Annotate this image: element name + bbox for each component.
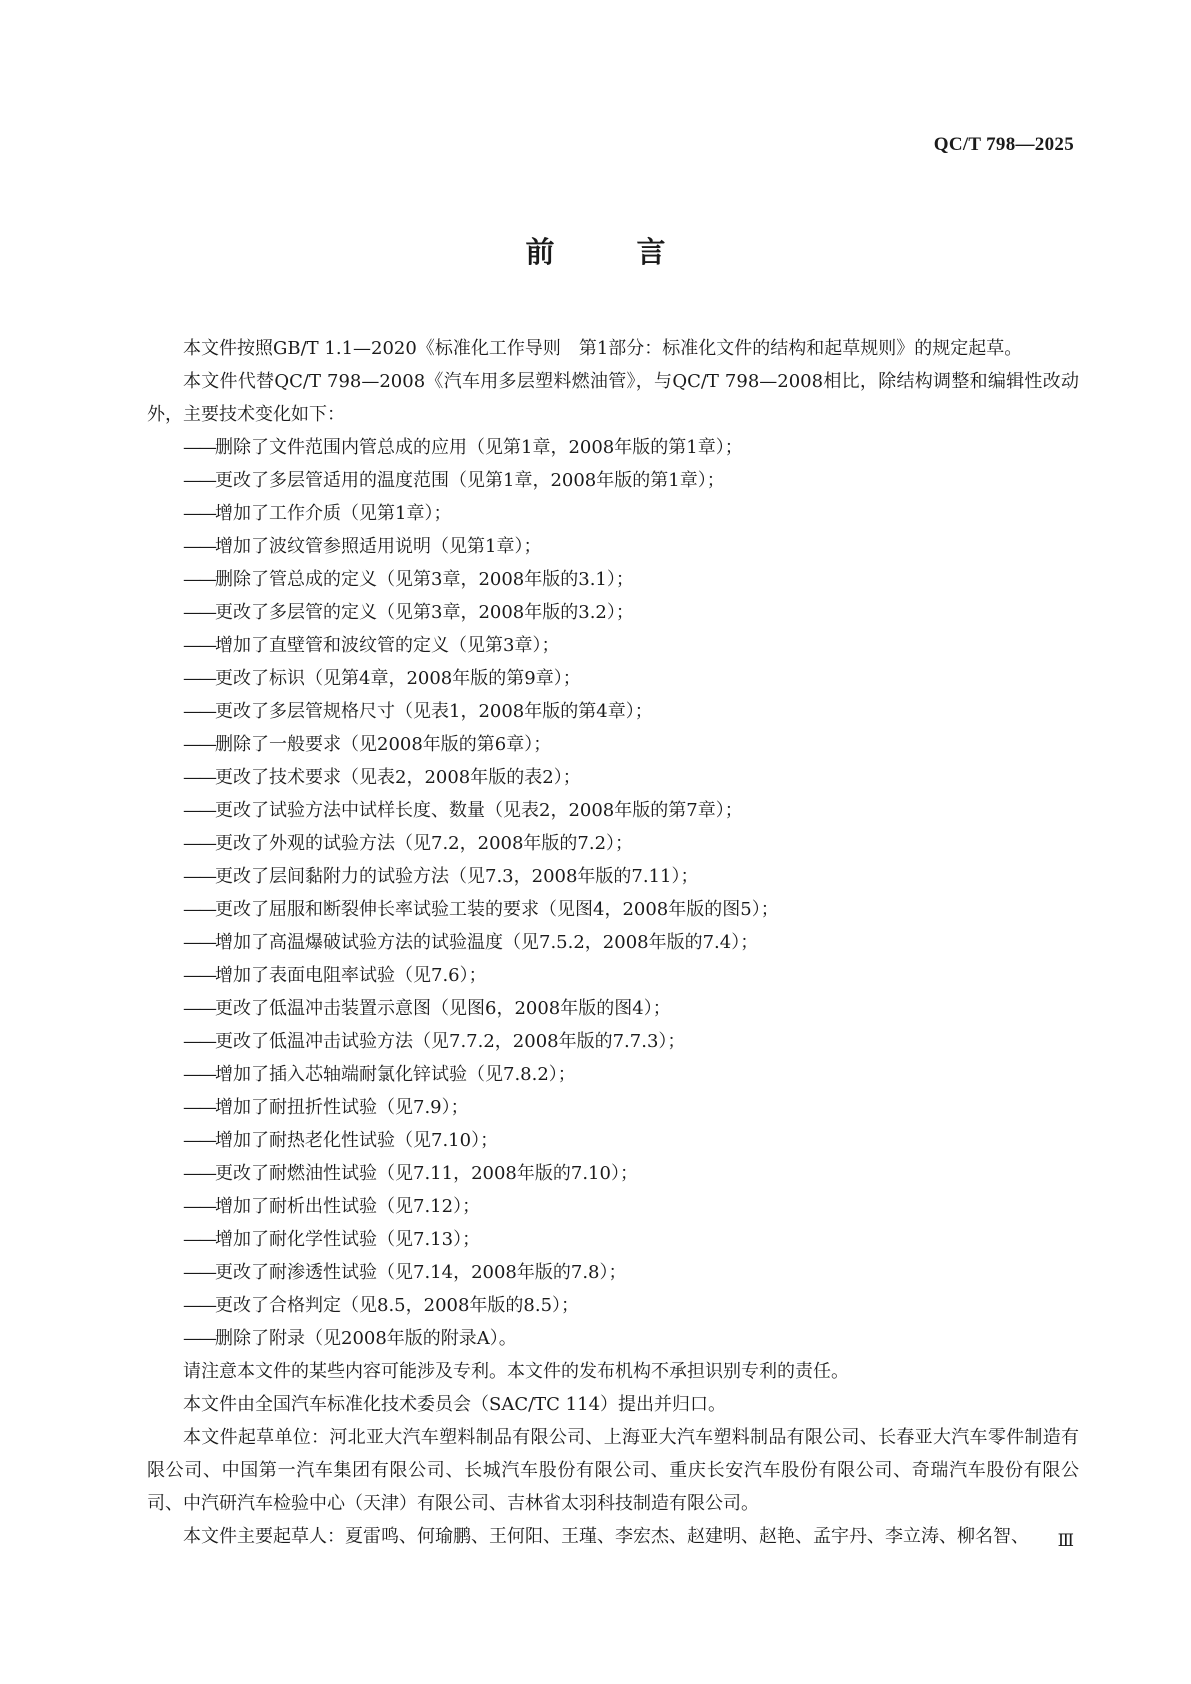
list-item: ——删除了管总成的定义（见第3章，2008年版的3.1）； (147, 563, 1079, 596)
em-dash: —— (183, 1196, 215, 1217)
list-item: ——增加了高温爆破试验方法的试验温度（见7.5.2，2008年版的7.4）； (147, 926, 1079, 959)
em-dash: —— (183, 866, 215, 887)
list-item: ——更改了技术要求（见表2，2008年版的表2）； (147, 761, 1079, 794)
em-dash: —— (183, 437, 215, 458)
em-dash: —— (183, 503, 215, 524)
list-item: ——更改了多层管的定义（见第3章，2008年版的3.2）； (147, 596, 1079, 629)
em-dash: —— (183, 833, 215, 854)
list-item: ——更改了层间黏附力的试验方法（见7.3，2008年版的7.11）； (147, 860, 1079, 893)
em-dash: —— (183, 932, 215, 953)
list-item: ——增加了耐热老化性试验（见7.10）； (147, 1124, 1079, 1157)
em-dash: —— (183, 635, 215, 656)
list-item: ——增加了耐析出性试验（见7.12）； (147, 1190, 1079, 1223)
page-title: 前 言 (525, 235, 702, 269)
em-dash: —— (183, 602, 215, 623)
list-item: ——更改了多层管规格尺寸（见表1，2008年版的第4章）； (147, 695, 1079, 728)
list-item: ——更改了屈服和断裂伸长率试验工装的要求（见图4，2008年版的图5）； (147, 893, 1079, 926)
em-dash: —— (183, 569, 215, 590)
em-dash: —— (183, 1130, 215, 1151)
em-dash: —— (183, 767, 215, 788)
list-item: ——删除了附录（见2008年版的附录A）。 (147, 1322, 1079, 1355)
em-dash: —— (183, 734, 215, 755)
list-item: ——更改了耐渗透性试验（见7.14，2008年版的7.8）； (147, 1256, 1079, 1289)
patent-notice: 请注意本文件的某些内容可能涉及专利。本文件的发布机构不承担识别专利的责任。 (183, 1361, 849, 1382)
list-item: ——删除了文件范围内管总成的应用（见第1章，2008年版的第1章）； (147, 431, 1079, 464)
list-item: ——增加了插入芯轴端耐氯化锌试验（见7.8.2）； (147, 1058, 1079, 1091)
em-dash: —— (183, 1064, 215, 1085)
em-dash: —— (183, 800, 215, 821)
list-item: ——增加了表面电阻率试验（见7.6）； (147, 959, 1079, 992)
em-dash: —— (183, 1328, 215, 1349)
preface-body (147, 332, 1079, 1553)
list-item: ——更改了标识（见第4章，2008年版的第9章）； (147, 662, 1079, 695)
em-dash: —— (183, 1229, 215, 1250)
em-dash: —— (183, 536, 215, 557)
em-dash: —— (183, 1031, 215, 1052)
em-dash: —— (183, 470, 215, 491)
proposer-statement: 本文件由全国汽车标准化技术委员会（SAC/TC 114）提出并归口。 (183, 1394, 727, 1415)
list-item: ——更改了外观的试验方法（见7.2，2008年版的7.2）； (147, 827, 1079, 860)
intro-paragraph-replacement: 本文件代替QC/T 798—2008《汽车用多层塑料燃油管》，与QC/T 798—2008相比，除结构调整和编辑性改动外，主要技术变化如下： (147, 371, 1079, 425)
em-dash: —— (183, 1163, 215, 1184)
list-item: ——增加了耐扭折性试验（见7.9）； (147, 1091, 1079, 1124)
list-item: ——更改了低温冲击试验方法（见7.7.2，2008年版的7.7.3）； (147, 1025, 1079, 1058)
list-item: ——更改了试验方法中试样长度、数量（见表2，2008年版的第7章）； (147, 794, 1079, 827)
document-code: QC/T 798—2025 (933, 134, 1074, 155)
page-number: Ⅲ (1057, 1531, 1074, 1550)
em-dash: —— (183, 1295, 215, 1316)
list-item: ——删除了一般要求（见2008年版的第6章）； (147, 728, 1079, 761)
list-item: ——增加了波纹管参照适用说明（见第1章）； (147, 530, 1079, 563)
list-item: ——增加了直壁管和波纹管的定义（见第3章）； (147, 629, 1079, 662)
technical-changes-list (147, 431, 1079, 1355)
list-item: ——更改了多层管适用的温度范围（见第1章，2008年版的第1章）； (147, 464, 1079, 497)
intro-paragraph-drafting-rule: 本文件按照GB/T 1.1—2020《标准化工作导则 第1部分：标准化文件的结构和起草规则》的规定起草。 (183, 338, 1023, 359)
em-dash: —— (183, 899, 215, 920)
list-item: ——更改了低温冲击装置示意图（见图6，2008年版的图4）； (147, 992, 1079, 1025)
em-dash: —— (183, 1097, 215, 1118)
list-item: ——增加了耐化学性试验（见7.13）； (147, 1223, 1079, 1256)
em-dash: —— (183, 965, 215, 986)
list-item: ——增加了工作介质（见第1章）； (147, 497, 1079, 530)
em-dash: —— (183, 668, 215, 689)
list-item: ——更改了耐燃油性试验（见7.11，2008年版的7.10）； (147, 1157, 1079, 1190)
main-drafters: 本文件主要起草人：夏雷鸣、何瑜鹏、王何阳、王瑾、李宏杰、赵建明、赵艳、孟宇丹、李立涛、柳名智、 (183, 1526, 1029, 1547)
drafting-units: 本文件起草单位：河北亚大汽车塑料制品有限公司、上海亚大汽车塑料制品有限公司、长春亚大汽车零件制造有限公司、中国第一汽车集团有限公司、长城汽车股份有限公司、重庆长安汽车股份有限公司、奇瑞汽车股份有限公司、中汽研汽车检验中心（天津）有限公司、吉林省太羽科技制造有限公司。 (147, 1427, 1079, 1514)
em-dash: —— (183, 1262, 215, 1283)
em-dash: —— (183, 998, 215, 1019)
list-item: ——更改了合格判定（见8.5，2008年版的8.5）； (147, 1289, 1079, 1322)
em-dash: —— (183, 701, 215, 722)
